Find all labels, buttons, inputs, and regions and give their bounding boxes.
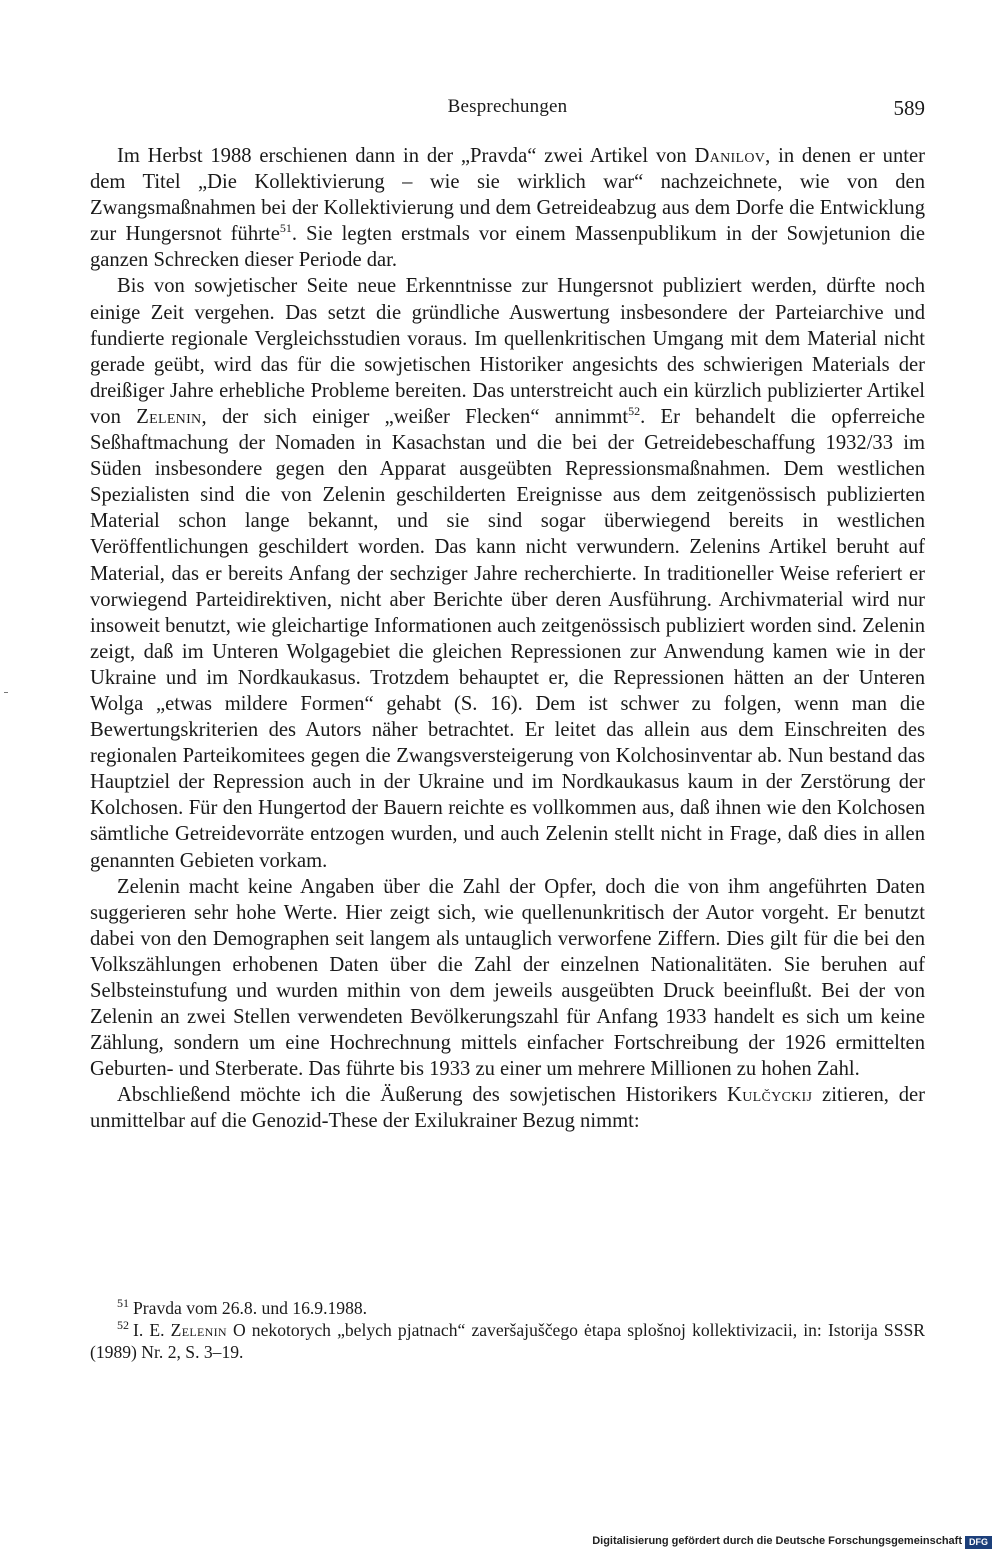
- paragraph: [90, 273, 925, 873]
- footnote: [90, 1297, 925, 1319]
- page-number: 589: [893, 96, 925, 120]
- footnote-mark: 52: [117, 1318, 129, 1333]
- text-run: Bis von sowjetischer Seite neue Erkenntnisse zur Hungersnot publiziert werden, dürfte noch einige Zeit vergehen. Das setzt die gründliche Auswertung insbesondere der Parteiarchive und fundierte regionale Vergleichsstudien voraus. Im quellenkritischen Umgang mit dem Material nicht gerade geübt, wird das für die sowjetischen Historiker angesichts des schwierigen Materials der dreißiger Jahre erhebliche Probleme bereiten. Das unterstreicht auch ein kürzlich publizierter Artikel von: [90, 275, 925, 428]
- text-run: , der sich einiger „weißer Flecken“ annimmt: [201, 405, 629, 428]
- paragraph: [90, 1082, 925, 1134]
- page-footer: [0, 1535, 1000, 1555]
- text-run: I. E.: [133, 1320, 171, 1340]
- author-name: Kulčyckij: [727, 1084, 813, 1107]
- footnote-reference: 51: [279, 221, 292, 236]
- dfg-logo-icon: DFG: [965, 1536, 992, 1549]
- footnote-mark: 51: [117, 1296, 129, 1311]
- text-run: zitieren, der unmittelbar auf die Genozid-These der Exilukrainer Bezug nimmt:: [90, 1084, 926, 1133]
- text-run: , in denen er unter dem Titel „Die Kollektivierung – wie sie wirklich war“ nachzeichnete, wie von den Zwangsmaßnahmen bei der Kollektivierung und dem Getreideabzug aus dem Dorfe die Entwicklung zur Hungersnot führte: [90, 145, 925, 246]
- author-name: Zelenin: [136, 405, 202, 428]
- paragraph: [90, 874, 925, 1083]
- text-run: . Er behandelt die opferreiche Seßhaftmachung der Nomaden in Kasachstan und die bei der Getreidebeschaffung 1932/33 im Süden insbesondere gegen den Apparat ausgeübten Repressionsmaßnahmen. Dem westlichen Spezialisten sind die von Zelenin geschilderten Ereignisse aus dem zeitgenössisch publizierten Material schon lange bekannt, und sie sind sogar überwiegend bereits in westlichen Veröffentlichungen geschildert worden. Das kann nicht verwundern. Zelenins Artikel beruht auf Material, das er bereits Anfang der sechziger Jahre recherchierte. In traditioneller Weise referiert er vorwiegend Parteidirektiven, nicht aber Berichte über deren Ausführung. Archivmaterial wird nur insoweit benutzt, wie gleichartige Informationen auch zeitgenössisch publiziert worden sind. Zelenin zeigt, daß im Unteren Wolgagebiet die gleichen Repressionen zur Anwendung kamen wie in der Ukraine und im Nordkaukasus. Trotzdem behauptet er, die Repressionen hätten an der Unteren Wolga „etwas mildere Formen“ gehabt (S. 16). Dem ist schwer zu folgen, wenn man die Bewertungskriterien des Autors näher betrachtet. Er leitet das allein aus dem Einschreiten des regionalen Parteikomitees gegen die Zwangsversteigerung von Kolchosinventar ab. Nun bestand das Hauptziel der Repression auch in der Ukraine und im Nordkaukasus kaum in der Zerstörung der Kolchosen. Für den Hungertod der Bauern reichte es vollkommen aus, daß ihnen wie den Kolchosen sämtliche Getreidevorräte entzogen wurden, und auch Zelenin stellt nicht in Frage, daß dies in allen genannten Gebieten vorkam.: [90, 405, 925, 872]
- text-run: O nekotorych „belych pjatnach“ zaveršajuščego ėtapa splošnoj kollektivizacii, in: Istorija SSSR (1989) Nr. 2, S. 3–19.: [90, 1320, 925, 1362]
- author-name: Danilov: [694, 145, 766, 167]
- text-run: Zelenin macht keine Angaben über die Zahl der Opfer, doch die von ihm angeführten Daten suggerieren sehr hohe Werte. Hier zeigt sich, wie quellenunkritisch der Autor vorgeht. Er benutzt dabei von den Demographen seit langem als untauglich verworfene Ziffern. Dies gilt für die bei den Volkszählungen erhobenen Daten über die Zahl der einzelnen Nationalitäten. Sie beruhen auf Selbsteinstufung und wurden mithin von dem jeweils ausgeübten Druck beeinflußt. Bei der von Zelenin an zwei Stellen verwendeten Bevölkerungszahl für Anfang 1933 handelt es sich um keine Zählung, sondern um eine Hochrechnung mittels einfacher Fortschreibung der 1926 ermittelten Geburten- und Sterberate. Das führte bis 1933 zu einer um mehrere Millionen zu hohen Zahl.: [90, 875, 925, 1081]
- text-run: . Sie legten erstmals vor einem Massenpublikum in der Sowjetunion die ganzen Schrecken dieser Periode dar.: [90, 223, 925, 272]
- text-run: Abschließend möchte ich die Äußerung des sowjetischen Historikers: [117, 1084, 728, 1107]
- margin-mark: [4, 692, 8, 693]
- running-title: Besprechungen: [447, 96, 568, 117]
- footnote-reference: 52: [628, 404, 641, 419]
- digitization-credit: Digitalisierung gefördert durch die Deutsche Forschungsgemeinschaft: [592, 1535, 962, 1547]
- text-run: Pravda vom 26.8. und 16.9.1988.: [133, 1298, 368, 1318]
- running-head: [90, 96, 925, 128]
- footnote: [90, 1319, 925, 1363]
- paragraph: [90, 143, 925, 273]
- author-name: Zelenin: [170, 1320, 227, 1340]
- body-text: [90, 143, 925, 1135]
- footnotes: [90, 1297, 925, 1363]
- text-run: Im Herbst 1988 erschienen dann in der „Pravda“ zwei Artikel von: [117, 145, 695, 167]
